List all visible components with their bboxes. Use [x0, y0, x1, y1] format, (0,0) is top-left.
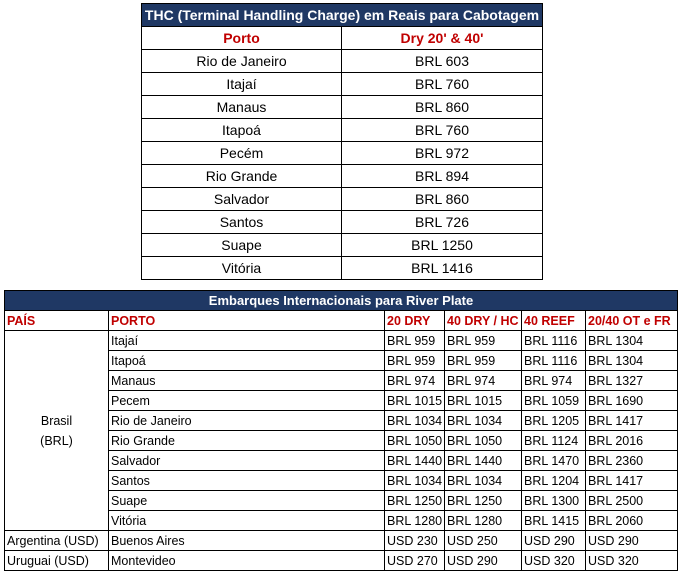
rate-40-reef: BRL 974	[522, 371, 586, 391]
thc-value: BRL 603	[342, 50, 543, 73]
thc-value: BRL 972	[342, 142, 543, 165]
rate-ot-fr: USD 290	[586, 531, 678, 551]
rate-20-dry: BRL 1050	[385, 431, 445, 451]
port-name: Suape	[109, 491, 385, 511]
port-name: Salvador	[142, 188, 342, 211]
rate-20-dry: USD 270	[385, 551, 445, 571]
port-name: Itajaí	[142, 73, 342, 96]
header-ot-fr: 20/40 OT e FR	[586, 311, 678, 331]
thc-value: BRL 860	[342, 188, 543, 211]
port-name: Vitória	[109, 511, 385, 531]
port-name: Rio de Janeiro	[109, 411, 385, 431]
port-name: Manaus	[109, 371, 385, 391]
rate-ot-fr: BRL 1304	[586, 351, 678, 371]
port-name: Santos	[109, 471, 385, 491]
port-name: Pecem	[109, 391, 385, 411]
table-row	[142, 96, 543, 119]
thc-value: BRL 760	[342, 119, 543, 142]
rate-40-dry: BRL 974	[445, 371, 522, 391]
rate-ot-fr: BRL 1327	[586, 371, 678, 391]
rate-20-dry: BRL 1034	[385, 411, 445, 431]
rate-ot-fr: BRL 1690	[586, 391, 678, 411]
rate-40-reef: BRL 1205	[522, 411, 586, 431]
header-porto: PORTO	[109, 311, 385, 331]
rate-40-dry: BRL 959	[445, 331, 522, 351]
port-name: Rio Grande	[109, 431, 385, 451]
rate-20-dry: BRL 959	[385, 351, 445, 371]
table-row	[5, 551, 678, 571]
port-name: Itapoá	[142, 119, 342, 142]
port-name: Salvador	[109, 451, 385, 471]
rate-40-reef: BRL 1116	[522, 331, 586, 351]
header-pais: PAÍS	[5, 311, 109, 331]
rate-40-dry: BRL 1015	[445, 391, 522, 411]
thc-value: BRL 760	[342, 73, 543, 96]
rate-40-dry: USD 250	[445, 531, 522, 551]
rate-20-dry: BRL 1250	[385, 491, 445, 511]
rate-20-dry: BRL 1280	[385, 511, 445, 531]
rate-ot-fr: BRL 2060	[586, 511, 678, 531]
rate-40-dry: BRL 1034	[445, 471, 522, 491]
port-name: Manaus	[142, 96, 342, 119]
port-name: Buenos Aires	[109, 531, 385, 551]
table-row	[142, 119, 543, 142]
table-row	[142, 234, 543, 257]
table-row	[142, 165, 543, 188]
rate-40-reef: USD 320	[522, 551, 586, 571]
rate-ot-fr: BRL 1417	[586, 411, 678, 431]
rate-40-dry: BRL 1034	[445, 411, 522, 431]
river-plate-table	[4, 290, 678, 571]
rate-40-reef: BRL 1204	[522, 471, 586, 491]
port-name: Pecém	[142, 142, 342, 165]
header-dry: Dry 20' & 40'	[342, 27, 543, 50]
rate-ot-fr: BRL 1304	[586, 331, 678, 351]
rate-40-reef: BRL 1300	[522, 491, 586, 511]
table-row	[5, 331, 678, 351]
country-brasil-currency: (BRL)	[40, 433, 73, 448]
thc-value: BRL 860	[342, 96, 543, 119]
header-porto: Porto	[142, 27, 342, 50]
rate-ot-fr: BRL 2500	[586, 491, 678, 511]
thc-value: BRL 1250	[342, 234, 543, 257]
rate-40-dry: BRL 1250	[445, 491, 522, 511]
port-name: Itajaí	[109, 331, 385, 351]
rate-ot-fr: BRL 2360	[586, 451, 678, 471]
port-name: Itapoá	[109, 351, 385, 371]
thc-value: BRL 726	[342, 211, 543, 234]
rate-ot-fr: USD 320	[586, 551, 678, 571]
rate-40-dry: BRL 1050	[445, 431, 522, 451]
river-plate-table-title: Embarques Internacionais para River Plate	[5, 291, 678, 311]
port-name: Montevideo	[109, 551, 385, 571]
thc-value: BRL 894	[342, 165, 543, 188]
table-row	[142, 50, 543, 73]
rate-40-dry: BRL 1280	[445, 511, 522, 531]
port-name: Vitória	[142, 257, 342, 280]
rate-20-dry: BRL 974	[385, 371, 445, 391]
table-row	[142, 211, 543, 234]
rate-40-dry: BRL 1440	[445, 451, 522, 471]
header-40-reef: 40 REEF	[522, 311, 586, 331]
port-name: Rio de Janeiro	[142, 50, 342, 73]
rate-40-reef: USD 290	[522, 531, 586, 551]
country-uruguai: Uruguai (USD)	[5, 551, 109, 571]
cabotagem-table-title: THC (Terminal Handling Charge) em Reais para Cabotagem	[142, 4, 543, 27]
rate-ot-fr: BRL 1417	[586, 471, 678, 491]
rate-20-dry: BRL 959	[385, 331, 445, 351]
rate-20-dry: BRL 1440	[385, 451, 445, 471]
rate-40-reef: BRL 1116	[522, 351, 586, 371]
rate-20-dry: BRL 1034	[385, 471, 445, 491]
table-row	[142, 73, 543, 96]
rate-ot-fr: BRL 2016	[586, 431, 678, 451]
rate-40-reef: BRL 1059	[522, 391, 586, 411]
rate-20-dry: BRL 1015	[385, 391, 445, 411]
rate-40-reef: BRL 1415	[522, 511, 586, 531]
port-name: Rio Grande	[142, 165, 342, 188]
country-argentina: Argentina (USD)	[5, 531, 109, 551]
rate-40-dry: USD 290	[445, 551, 522, 571]
thc-value: BRL 1416	[342, 257, 543, 280]
country-brasil-name: Brasil	[40, 413, 73, 428]
port-name: Santos	[142, 211, 342, 234]
rate-40-dry: BRL 959	[445, 351, 522, 371]
cabotagem-thc-table	[141, 3, 543, 280]
rate-20-dry: USD 230	[385, 531, 445, 551]
header-20-dry: 20 DRY	[385, 311, 445, 331]
table-row	[142, 257, 543, 280]
port-name: Suape	[142, 234, 342, 257]
rate-40-reef: BRL 1124	[522, 431, 586, 451]
header-40-dry-hc: 40 DRY / HC	[445, 311, 522, 331]
table-row	[5, 531, 678, 551]
table-row	[142, 188, 543, 211]
rate-40-reef: BRL 1470	[522, 451, 586, 471]
table-row	[142, 142, 543, 165]
country-brasil	[5, 331, 109, 531]
